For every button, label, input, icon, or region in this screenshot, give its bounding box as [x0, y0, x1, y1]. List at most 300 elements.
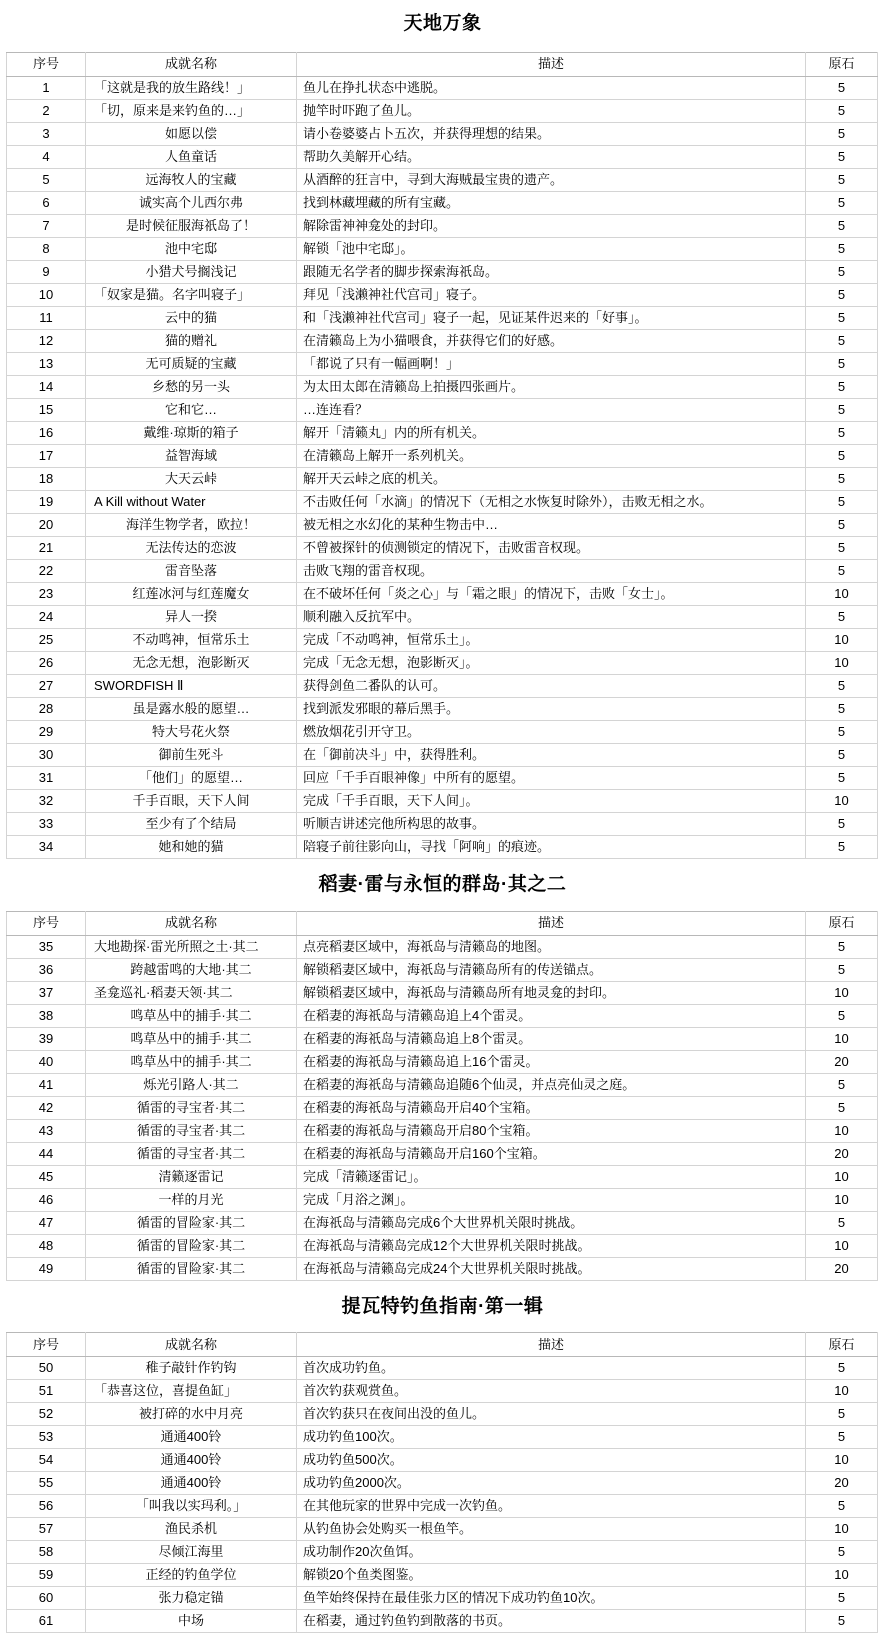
- cell-description: 在稻妻的海祇岛与清籁岛追随6个仙灵，并点亮仙灵之庭。: [297, 1073, 806, 1096]
- cell-index: 40: [7, 1050, 86, 1073]
- cell-achievement-name: 虽是露水般的愿望…: [86, 697, 297, 720]
- cell-gem-reward: 5: [806, 935, 878, 958]
- table-row: [7, 329, 878, 352]
- table-row: [7, 958, 878, 981]
- cell-achievement-name: 乡愁的另一头: [86, 375, 297, 398]
- cell-index: 46: [7, 1188, 86, 1211]
- cell-index: 20: [7, 513, 86, 536]
- table-row: [7, 1541, 878, 1564]
- cell-achievement-name: 循雷的寻宝者·其二: [86, 1142, 297, 1165]
- cell-description: 在海祇岛与清籁岛完成24个大世界机关限时挑战。: [297, 1257, 806, 1280]
- table-row: [7, 559, 878, 582]
- table-row: [7, 421, 878, 444]
- cell-gem-reward: 5: [806, 1096, 878, 1119]
- cell-gem-reward: 5: [806, 76, 878, 99]
- achievement-table: [6, 1332, 878, 1633]
- cell-gem-reward: 10: [806, 1234, 878, 1257]
- cell-index: 45: [7, 1165, 86, 1188]
- table-row: [7, 1380, 878, 1403]
- cell-achievement-name: SWORDFISH Ⅱ: [86, 674, 297, 697]
- cell-index: 55: [7, 1472, 86, 1495]
- table-row: [7, 1119, 878, 1142]
- table-row: [7, 444, 878, 467]
- table-row: [7, 1587, 878, 1610]
- cell-index: 19: [7, 490, 86, 513]
- cell-achievement-name: 无念无想，泡影断灭: [86, 651, 297, 674]
- cell-index: 33: [7, 812, 86, 835]
- cell-description: 成功钓鱼2000次。: [297, 1472, 806, 1495]
- column-header-gem: 原石: [806, 52, 878, 76]
- cell-description: 首次钓获只在夜间出没的鱼儿。: [297, 1403, 806, 1426]
- cell-description: 拜见「浅濑神社代宫司」寝子。: [297, 283, 806, 306]
- cell-index: 39: [7, 1027, 86, 1050]
- table-row: [7, 1357, 878, 1380]
- table-row: [7, 1027, 878, 1050]
- cell-gem-reward: 10: [806, 1188, 878, 1211]
- cell-description: 成功钓鱼500次。: [297, 1449, 806, 1472]
- cell-achievement-name: 通通400铃: [86, 1472, 297, 1495]
- cell-gem-reward: 5: [806, 306, 878, 329]
- cell-gem-reward: 20: [806, 1472, 878, 1495]
- cell-achievement-name: 通通400铃: [86, 1449, 297, 1472]
- cell-achievement-name: 中场: [86, 1610, 297, 1633]
- cell-achievement-name: 正经的钓鱼学位: [86, 1564, 297, 1587]
- cell-description: 和「浅濑神社代宫司」寝子一起，见证某件迟来的「好事」。: [297, 306, 806, 329]
- cell-description: 回应「千手百眼神像」中所有的愿望。: [297, 766, 806, 789]
- cell-achievement-name: 小猎犬号搁浅记: [86, 260, 297, 283]
- cell-gem-reward: 20: [806, 1142, 878, 1165]
- cell-achievement-name: 循雷的冒险家·其二: [86, 1257, 297, 1280]
- cell-gem-reward: 5: [806, 835, 878, 858]
- achievement-table: [6, 52, 878, 859]
- cell-gem-reward: 5: [806, 536, 878, 559]
- cell-gem-reward: 5: [806, 375, 878, 398]
- cell-achievement-name: 鸣草丛中的捕手·其二: [86, 1027, 297, 1050]
- cell-gem-reward: 10: [806, 582, 878, 605]
- cell-achievement-name: 御前生死斗: [86, 743, 297, 766]
- cell-gem-reward: 10: [806, 651, 878, 674]
- cell-description: 帮助久美解开心结。: [297, 145, 806, 168]
- cell-index: 16: [7, 421, 86, 444]
- cell-description: 陪寝子前往影向山，寻找「阿响」的痕迹。: [297, 835, 806, 858]
- table-row: [7, 935, 878, 958]
- cell-achievement-name: 至少有了个结局: [86, 812, 297, 835]
- cell-index: 44: [7, 1142, 86, 1165]
- column-header-description: 描述: [297, 52, 806, 76]
- cell-gem-reward: 5: [806, 1073, 878, 1096]
- cell-achievement-name: 它和它…: [86, 398, 297, 421]
- cell-description: 在清籁岛上为小猫喂食，并获得它们的好感。: [297, 329, 806, 352]
- cell-gem-reward: 5: [806, 1426, 878, 1449]
- table-row: [7, 981, 878, 1004]
- cell-achievement-name: 云中的猫: [86, 306, 297, 329]
- cell-gem-reward: 5: [806, 513, 878, 536]
- cell-index: 24: [7, 605, 86, 628]
- cell-description: 解锁「池中宅邸」。: [297, 237, 806, 260]
- table-row: [7, 237, 878, 260]
- cell-achievement-name: 池中宅邸: [86, 237, 297, 260]
- cell-description: 解除雷神神龛处的封印。: [297, 214, 806, 237]
- cell-index: 47: [7, 1211, 86, 1234]
- cell-achievement-name: 圣龛巡礼·稻妻天领·其二: [86, 981, 297, 1004]
- cell-index: 8: [7, 237, 86, 260]
- cell-description: 完成「月浴之渊」。: [297, 1188, 806, 1211]
- cell-gem-reward: 5: [806, 421, 878, 444]
- cell-index: 17: [7, 444, 86, 467]
- cell-gem-reward: 10: [806, 789, 878, 812]
- cell-description: 在不破坏任何「炎之心」与「霜之眼」的情况下，击败「女士」。: [297, 582, 806, 605]
- cell-achievement-name: 鸣草丛中的捕手·其二: [86, 1050, 297, 1073]
- table-row: [7, 835, 878, 858]
- cell-achievement-name: 尽倾江海里: [86, 1541, 297, 1564]
- cell-gem-reward: 10: [806, 1380, 878, 1403]
- table-row: [7, 260, 878, 283]
- cell-achievement-name: 稚子敲针作钓钩: [86, 1357, 297, 1380]
- cell-achievement-name: 雷音坠落: [86, 559, 297, 582]
- table-row: [7, 1472, 878, 1495]
- cell-index: 7: [7, 214, 86, 237]
- cell-achievement-name: 鸣草丛中的捕手·其二: [86, 1004, 297, 1027]
- table-row: [7, 1004, 878, 1027]
- table-row: [7, 1564, 878, 1587]
- cell-gem-reward: 5: [806, 674, 878, 697]
- cell-gem-reward: 5: [806, 812, 878, 835]
- table-row: [7, 1211, 878, 1234]
- table-header-row: [7, 52, 878, 76]
- table-row: [7, 1403, 878, 1426]
- cell-description: 在稻妻的海祇岛与清籁岛开启160个宝箱。: [297, 1142, 806, 1165]
- cell-description: 在其他玩家的世界中完成一次钓鱼。: [297, 1495, 806, 1518]
- cell-index: 50: [7, 1357, 86, 1380]
- table-header-row: [7, 1333, 878, 1357]
- table-row: [7, 812, 878, 835]
- cell-gem-reward: 5: [806, 444, 878, 467]
- cell-description: 鱼竿始终保持在最佳张力区的情况下成功钓鱼10次。: [297, 1587, 806, 1610]
- cell-description: 请小卷婆婆占卜五次，并获得理想的结果。: [297, 122, 806, 145]
- cell-achievement-name: 「奴家是猫。名字叫寝子」: [86, 283, 297, 306]
- cell-index: 10: [7, 283, 86, 306]
- cell-gem-reward: 5: [806, 490, 878, 513]
- cell-achievement-name: 张力稳定锚: [86, 1587, 297, 1610]
- table-row: [7, 1426, 878, 1449]
- cell-index: 9: [7, 260, 86, 283]
- cell-index: 23: [7, 582, 86, 605]
- table-row: [7, 1050, 878, 1073]
- table-row: [7, 651, 878, 674]
- cell-gem-reward: 5: [806, 766, 878, 789]
- cell-gem-reward: 5: [806, 352, 878, 375]
- table-row: [7, 582, 878, 605]
- cell-gem-reward: 5: [806, 1541, 878, 1564]
- cell-description: 顺利融入反抗军中。: [297, 605, 806, 628]
- cell-achievement-name: 异人一揆: [86, 605, 297, 628]
- cell-gem-reward: 10: [806, 1449, 878, 1472]
- table-row: [7, 536, 878, 559]
- cell-index: 25: [7, 628, 86, 651]
- cell-index: 3: [7, 122, 86, 145]
- cell-achievement-name: 千手百眼，天下人间: [86, 789, 297, 812]
- cell-achievement-name: 大地勘探·雷光所照之土·其二: [86, 935, 297, 958]
- cell-description: 在稻妻的海祇岛与清籁岛开启80个宝箱。: [297, 1119, 806, 1142]
- table-row: [7, 1142, 878, 1165]
- cell-description: 解锁稻妻区域中，海祇岛与清籁岛所有的传送锚点。: [297, 958, 806, 981]
- cell-index: 35: [7, 935, 86, 958]
- table-row: [7, 720, 878, 743]
- cell-index: 21: [7, 536, 86, 559]
- cell-description: 从钓鱼协会处购买一根鱼竿。: [297, 1518, 806, 1541]
- cell-description: 完成「清籁逐雷记」。: [297, 1165, 806, 1188]
- cell-gem-reward: 5: [806, 743, 878, 766]
- cell-index: 31: [7, 766, 86, 789]
- cell-achievement-name: 清籁逐雷记: [86, 1165, 297, 1188]
- cell-gem-reward: 10: [806, 1119, 878, 1142]
- cell-gem-reward: 5: [806, 329, 878, 352]
- cell-achievement-name: 海洋生物学者，欧拉！: [86, 513, 297, 536]
- cell-index: 26: [7, 651, 86, 674]
- table-row: [7, 1073, 878, 1096]
- cell-achievement-name: 被打碎的水中月亮: [86, 1403, 297, 1426]
- cell-achievement-name: 循雷的寻宝者·其二: [86, 1119, 297, 1142]
- cell-index: 56: [7, 1495, 86, 1518]
- cell-gem-reward: 10: [806, 1165, 878, 1188]
- cell-description: 击败飞翔的雷音权现。: [297, 559, 806, 582]
- cell-description: 在稻妻的海祇岛与清籁岛追上16个雷灵。: [297, 1050, 806, 1073]
- cell-achievement-name: 「这就是我的放生路线！」: [86, 76, 297, 99]
- cell-achievement-name: 无可质疑的宝藏: [86, 352, 297, 375]
- table-row: [7, 375, 878, 398]
- cell-description: 完成「不动鸣神，恒常乐土」。: [297, 628, 806, 651]
- cell-gem-reward: 5: [806, 214, 878, 237]
- cell-description: 找到林藏埋藏的所有宝藏。: [297, 191, 806, 214]
- cell-gem-reward: 5: [806, 260, 878, 283]
- cell-index: 37: [7, 981, 86, 1004]
- cell-gem-reward: 5: [806, 122, 878, 145]
- table-row: [7, 1188, 878, 1211]
- cell-index: 49: [7, 1257, 86, 1280]
- cell-achievement-name: 通通400铃: [86, 1426, 297, 1449]
- cell-index: 58: [7, 1541, 86, 1564]
- table-row: [7, 99, 878, 122]
- cell-gem-reward: 5: [806, 467, 878, 490]
- table-row: [7, 1449, 878, 1472]
- cell-gem-reward: 5: [806, 1587, 878, 1610]
- table-row: [7, 490, 878, 513]
- table-row: [7, 122, 878, 145]
- table-row: [7, 1495, 878, 1518]
- column-header-index: 序号: [7, 911, 86, 935]
- cell-description: 成功制作20次鱼饵。: [297, 1541, 806, 1564]
- table-row: [7, 1257, 878, 1280]
- achievement-table: [6, 911, 878, 1281]
- cell-index: 61: [7, 1610, 86, 1633]
- table-row: [7, 398, 878, 421]
- cell-description: 首次成功钓鱼。: [297, 1357, 806, 1380]
- section-title: 提瓦特钓鱼指南·第一辑: [341, 1295, 544, 1317]
- cell-index: 15: [7, 398, 86, 421]
- cell-description: 不击败任何「水滴」的情况下（无相之水恢复时除外），击败无相之水。: [297, 490, 806, 513]
- cell-achievement-name: 她和她的猫: [86, 835, 297, 858]
- cell-achievement-name: 诚实高个儿西尔弗: [86, 191, 297, 214]
- cell-index: 43: [7, 1119, 86, 1142]
- cell-achievement-name: 「切，原来是来钓鱼的…」: [86, 99, 297, 122]
- section-title: 稻妻·雷与永恒的群岛·其之二: [318, 873, 567, 895]
- cell-index: 51: [7, 1380, 86, 1403]
- column-header-description: 描述: [297, 911, 806, 935]
- cell-index: 57: [7, 1518, 86, 1541]
- table-row: [7, 306, 878, 329]
- cell-index: 2: [7, 99, 86, 122]
- cell-index: 27: [7, 674, 86, 697]
- cell-gem-reward: 5: [806, 1403, 878, 1426]
- cell-gem-reward: 5: [806, 1211, 878, 1234]
- cell-achievement-name: 红莲冰河与红莲魔女: [86, 582, 297, 605]
- cell-index: 1: [7, 76, 86, 99]
- cell-gem-reward: 5: [806, 145, 878, 168]
- cell-achievement-name: 特大号花火祭: [86, 720, 297, 743]
- table-row: [7, 605, 878, 628]
- cell-description: 成功钓鱼100次。: [297, 1426, 806, 1449]
- cell-index: 41: [7, 1073, 86, 1096]
- cell-index: 4: [7, 145, 86, 168]
- cell-gem-reward: 5: [806, 1357, 878, 1380]
- cell-gem-reward: 10: [806, 981, 878, 1004]
- table-row: [7, 628, 878, 651]
- cell-gem-reward: 5: [806, 283, 878, 306]
- cell-gem-reward: 10: [806, 1564, 878, 1587]
- cell-gem-reward: 5: [806, 99, 878, 122]
- cell-achievement-name: 不动鸣神，恒常乐土: [86, 628, 297, 651]
- cell-index: 29: [7, 720, 86, 743]
- cell-index: 22: [7, 559, 86, 582]
- table-row: [7, 1096, 878, 1119]
- cell-gem-reward: 5: [806, 191, 878, 214]
- cell-description: 在海祇岛与清籁岛完成12个大世界机关限时挑战。: [297, 1234, 806, 1257]
- cell-gem-reward: 5: [806, 605, 878, 628]
- cell-gem-reward: 5: [806, 168, 878, 191]
- cell-description: 从酒醉的狂言中，寻到大海贼最宝贵的遗产。: [297, 168, 806, 191]
- cell-gem-reward: 5: [806, 237, 878, 260]
- table-header-row: [7, 911, 878, 935]
- table-row: [7, 743, 878, 766]
- cell-index: 36: [7, 958, 86, 981]
- cell-gem-reward: 5: [806, 559, 878, 582]
- table-row: [7, 76, 878, 99]
- column-header-gem: 原石: [806, 1333, 878, 1357]
- table-row: [7, 1610, 878, 1633]
- cell-achievement-name: 渔民杀机: [86, 1518, 297, 1541]
- column-header-name: 成就名称: [86, 911, 297, 935]
- cell-index: 30: [7, 743, 86, 766]
- cell-gem-reward: 20: [806, 1257, 878, 1280]
- column-header-index: 序号: [7, 52, 86, 76]
- column-header-description: 描述: [297, 1333, 806, 1357]
- cell-index: 28: [7, 697, 86, 720]
- cell-description: 听顺吉讲述完他所构思的故事。: [297, 812, 806, 835]
- table-row: [7, 283, 878, 306]
- table-row: [7, 674, 878, 697]
- cell-gem-reward: 5: [806, 697, 878, 720]
- cell-gem-reward: 10: [806, 1518, 878, 1541]
- cell-achievement-name: 大天云峠: [86, 467, 297, 490]
- table-row: [7, 467, 878, 490]
- table-row: [7, 1518, 878, 1541]
- cell-description: 为太田太郎在清籁岛上拍摄四张画片。: [297, 375, 806, 398]
- cell-description: 完成「千手百眼，天下人间」。: [297, 789, 806, 812]
- cell-index: 38: [7, 1004, 86, 1027]
- column-header-gem: 原石: [806, 911, 878, 935]
- cell-index: 34: [7, 835, 86, 858]
- cell-achievement-name: 人鱼童话: [86, 145, 297, 168]
- cell-achievement-name: 如愿以偿: [86, 122, 297, 145]
- cell-achievement-name: 循雷的寻宝者·其二: [86, 1096, 297, 1119]
- cell-description: 不曾被探针的侦测锁定的情况下，击败雷音权现。: [297, 536, 806, 559]
- cell-gem-reward: 5: [806, 720, 878, 743]
- cell-description: 找到派发邪眼的幕后黑手。: [297, 697, 806, 720]
- cell-description: 鱼儿在挣扎状态中逃脱。: [297, 76, 806, 99]
- cell-description: 点亮稻妻区域中，海祇岛与清籁岛的地图。: [297, 935, 806, 958]
- cell-index: 11: [7, 306, 86, 329]
- cell-index: 54: [7, 1449, 86, 1472]
- cell-description: 在稻妻，通过钓鱼钓到散落的书页。: [297, 1610, 806, 1633]
- table-row: [7, 191, 878, 214]
- cell-description: 在海祇岛与清籁岛完成6个大世界机关限时挑战。: [297, 1211, 806, 1234]
- column-header-index: 序号: [7, 1333, 86, 1357]
- cell-description: 解开天云峠之底的机关。: [297, 467, 806, 490]
- cell-index: 5: [7, 168, 86, 191]
- cell-achievement-name: 猫的赠礼: [86, 329, 297, 352]
- cell-achievement-name: 益智海域: [86, 444, 297, 467]
- cell-gem-reward: 5: [806, 1495, 878, 1518]
- cell-description: 解锁20个鱼类图鉴。: [297, 1564, 806, 1587]
- cell-index: 14: [7, 375, 86, 398]
- cell-index: 52: [7, 1403, 86, 1426]
- cell-description: 燃放烟花引开守卫。: [297, 720, 806, 743]
- cell-index: 60: [7, 1587, 86, 1610]
- cell-description: 首次钓获观赏鱼。: [297, 1380, 806, 1403]
- cell-gem-reward: 5: [806, 1004, 878, 1027]
- column-header-name: 成就名称: [86, 1333, 297, 1357]
- table-row: [7, 766, 878, 789]
- cell-gem-reward: 5: [806, 1610, 878, 1633]
- cell-gem-reward: 5: [806, 958, 878, 981]
- table-row: [7, 214, 878, 237]
- cell-description: 解锁稻妻区域中，海祇岛与清籁岛所有地灵龛的封印。: [297, 981, 806, 1004]
- column-header-name: 成就名称: [86, 52, 297, 76]
- cell-index: 12: [7, 329, 86, 352]
- cell-description: 抛竿时吓跑了鱼儿。: [297, 99, 806, 122]
- cell-achievement-name: 循雷的冒险家·其二: [86, 1234, 297, 1257]
- cell-achievement-name: 戴维·琼斯的箱子: [86, 421, 297, 444]
- cell-description: 在稻妻的海祇岛与清籁岛追上8个雷灵。: [297, 1027, 806, 1050]
- cell-achievement-name: 跨越雷鸣的大地·其二: [86, 958, 297, 981]
- cell-index: 42: [7, 1096, 86, 1119]
- cell-achievement-name: 烁光引路人·其二: [86, 1073, 297, 1096]
- cell-achievement-name: 是时候征服海祇岛了！: [86, 214, 297, 237]
- cell-gem-reward: 20: [806, 1050, 878, 1073]
- cell-description: 完成「无念无想，泡影断灭」。: [297, 651, 806, 674]
- cell-index: 13: [7, 352, 86, 375]
- cell-achievement-name: 循雷的冒险家·其二: [86, 1211, 297, 1234]
- table-row: [7, 789, 878, 812]
- section-title: 天地万象: [403, 13, 482, 34]
- table-row: [7, 168, 878, 191]
- cell-achievement-name: 无法传达的恋波: [86, 536, 297, 559]
- cell-description: 跟随无名学者的脚步探索海祇岛。: [297, 260, 806, 283]
- cell-gem-reward: 10: [806, 628, 878, 651]
- cell-description: 在稻妻的海祇岛与清籁岛开启40个宝箱。: [297, 1096, 806, 1119]
- cell-index: 59: [7, 1564, 86, 1587]
- cell-achievement-name: 「恭喜这位，喜提鱼缸」: [86, 1380, 297, 1403]
